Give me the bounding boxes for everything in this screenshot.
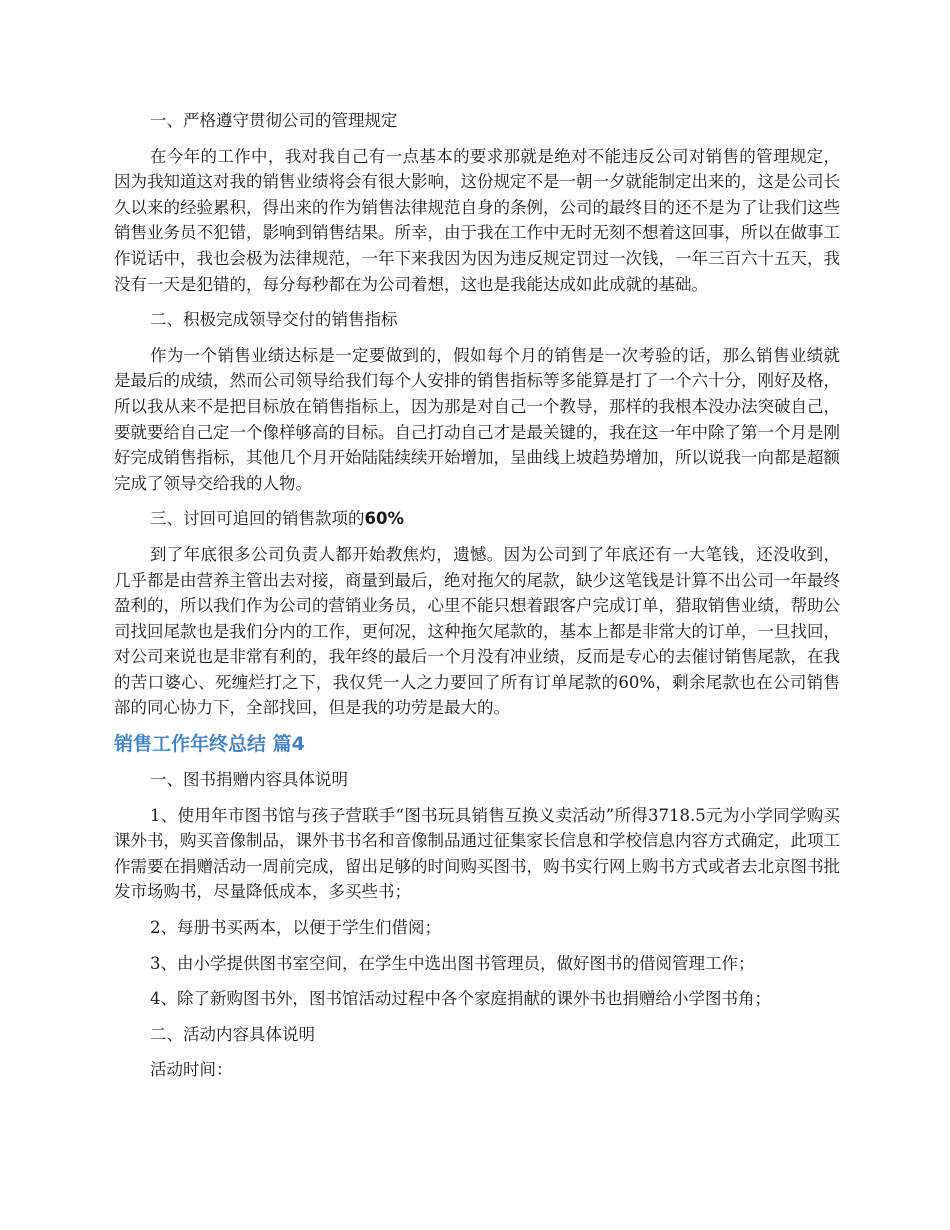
heading-recover-payments-text: 三、讨回可追回的销售款项的 (150, 509, 365, 529)
document-body (114, 108, 840, 1093)
paragraph-two-copies: 2、每册书买两本，以便于学生们借阅； (150, 918, 441, 938)
heading-recover-payments-percent: 60% (364, 509, 404, 529)
heading-sales-targets: 二、积极完成领导交付的销售指标 (150, 310, 398, 330)
heading-management-rules: 一、严格遵守贯彻公司的管理规定 (150, 111, 398, 130)
section-title: 销售工作年终总结 篇4 (114, 733, 305, 756)
paragraph-management-rules: 在今年的工作中，我对我自己有一点基本的要求那就是绝对不能违反公司对销售的管理规定，因为我知道这对我的销售业绩将会有很大影响，这份规定不是一朝一夕就能制定出来的，这是公司长久以来的经验累积，得出来的作为销售法律规范自身的条例，公司的最终目的还不是为了让我们这些销售业务员不犯错，影响到销售结果。所幸，由于我在工作中无时无刻不想着这回事，所以在做事工作说话中，我也会极为法律规范，一年下来我因为因为违反规定罚过一次钱，一年三百六十五天，我没有一天是犯错的，每分每秒都在为公司着想，这也是我能达成如此成就的基础。 (114, 146, 840, 294)
paragraph-family-donations: 4、除了新购图书外，图书馆活动过程中各个家庭捐献的课外书也捐赠给小学图书角； (150, 989, 771, 1009)
paragraph-sales-targets: 作为一个销售业绩达标是一定要做到的，假如每个月的销售是一次考验的话，那么销售业绩就是最后的成绩，然而公司领导给我们每个人安排的销售指标等多能算是打了一个六十分，刚好及格，所以我从来不是把目标放在销售指标上，因为那是对自己一个教导，那样的我根本没办法突破自己，要就要给自己定一个像样够高的目标。自己打动自己才是最关键的，我在这一年中除了第一个月是刚好完成销售指标，其他几个月开始陆陆续续开始增加，呈曲线上坡趋势增加，所以说我一向都是超额完成了领导交给我的人物。 (114, 345, 840, 493)
heading-book-donation: 一、图书捐赠内容具体说明 (150, 770, 348, 790)
heading-activity-content: 二、活动内容具体说明 (150, 1024, 315, 1044)
paragraph-library-space: 3、由小学提供图书室空间，在学生中选出图书管理员，做好图书的借阅管理工作； (150, 953, 755, 973)
heading-recover-payments (114, 506, 840, 532)
paragraph-recover-payments: 到了年底很多公司负责人都开始教焦灼，遗憾。因为公司到了年底还有一大笔钱，还没收到，几乎都是由营养主管出去对接，商量到最后，绝对拖欠的尾款，缺少这笔钱是计算不出公司一年最终盈利的，所以我们作为公司的营销业务员，心里不能只想着跟客户完成订单，猎取销售业绩，帮助公司找回尾款也是我们分内的工作，更何况，这种拖欠尾款的，基本上都是非常大的订单，一旦找回，对公司来说也是非常有利的，我年终的最后一个月没有冲业绩，反而是专心的去催讨销售尾款，在我的苦口婆心、死缠烂打之下，我仅凭一人之力要回了所有订单尾款的60%，剩余尾款也在公司销售部的同心协力下，全部找回，但是我的功劳是最大的。 (114, 544, 840, 718)
paragraph-activity-time: 活动时间： (150, 1060, 233, 1080)
paragraph-book-purchase: 1、使用年市图书馆与孩子营联手“图书玩具销售互换义卖活动”所得3718.5元为小学同学购买课外书，购买音像制品，课外书书名和音像制品通过征集家长信息和学校信息内容方式确定，此项工作需要在捐赠活动一周前完成，留出足够的时间购买图书，购书实行网上购书方式或者去北京图书批发市场购书，尽量降低成本，多买些书； (114, 805, 840, 902)
